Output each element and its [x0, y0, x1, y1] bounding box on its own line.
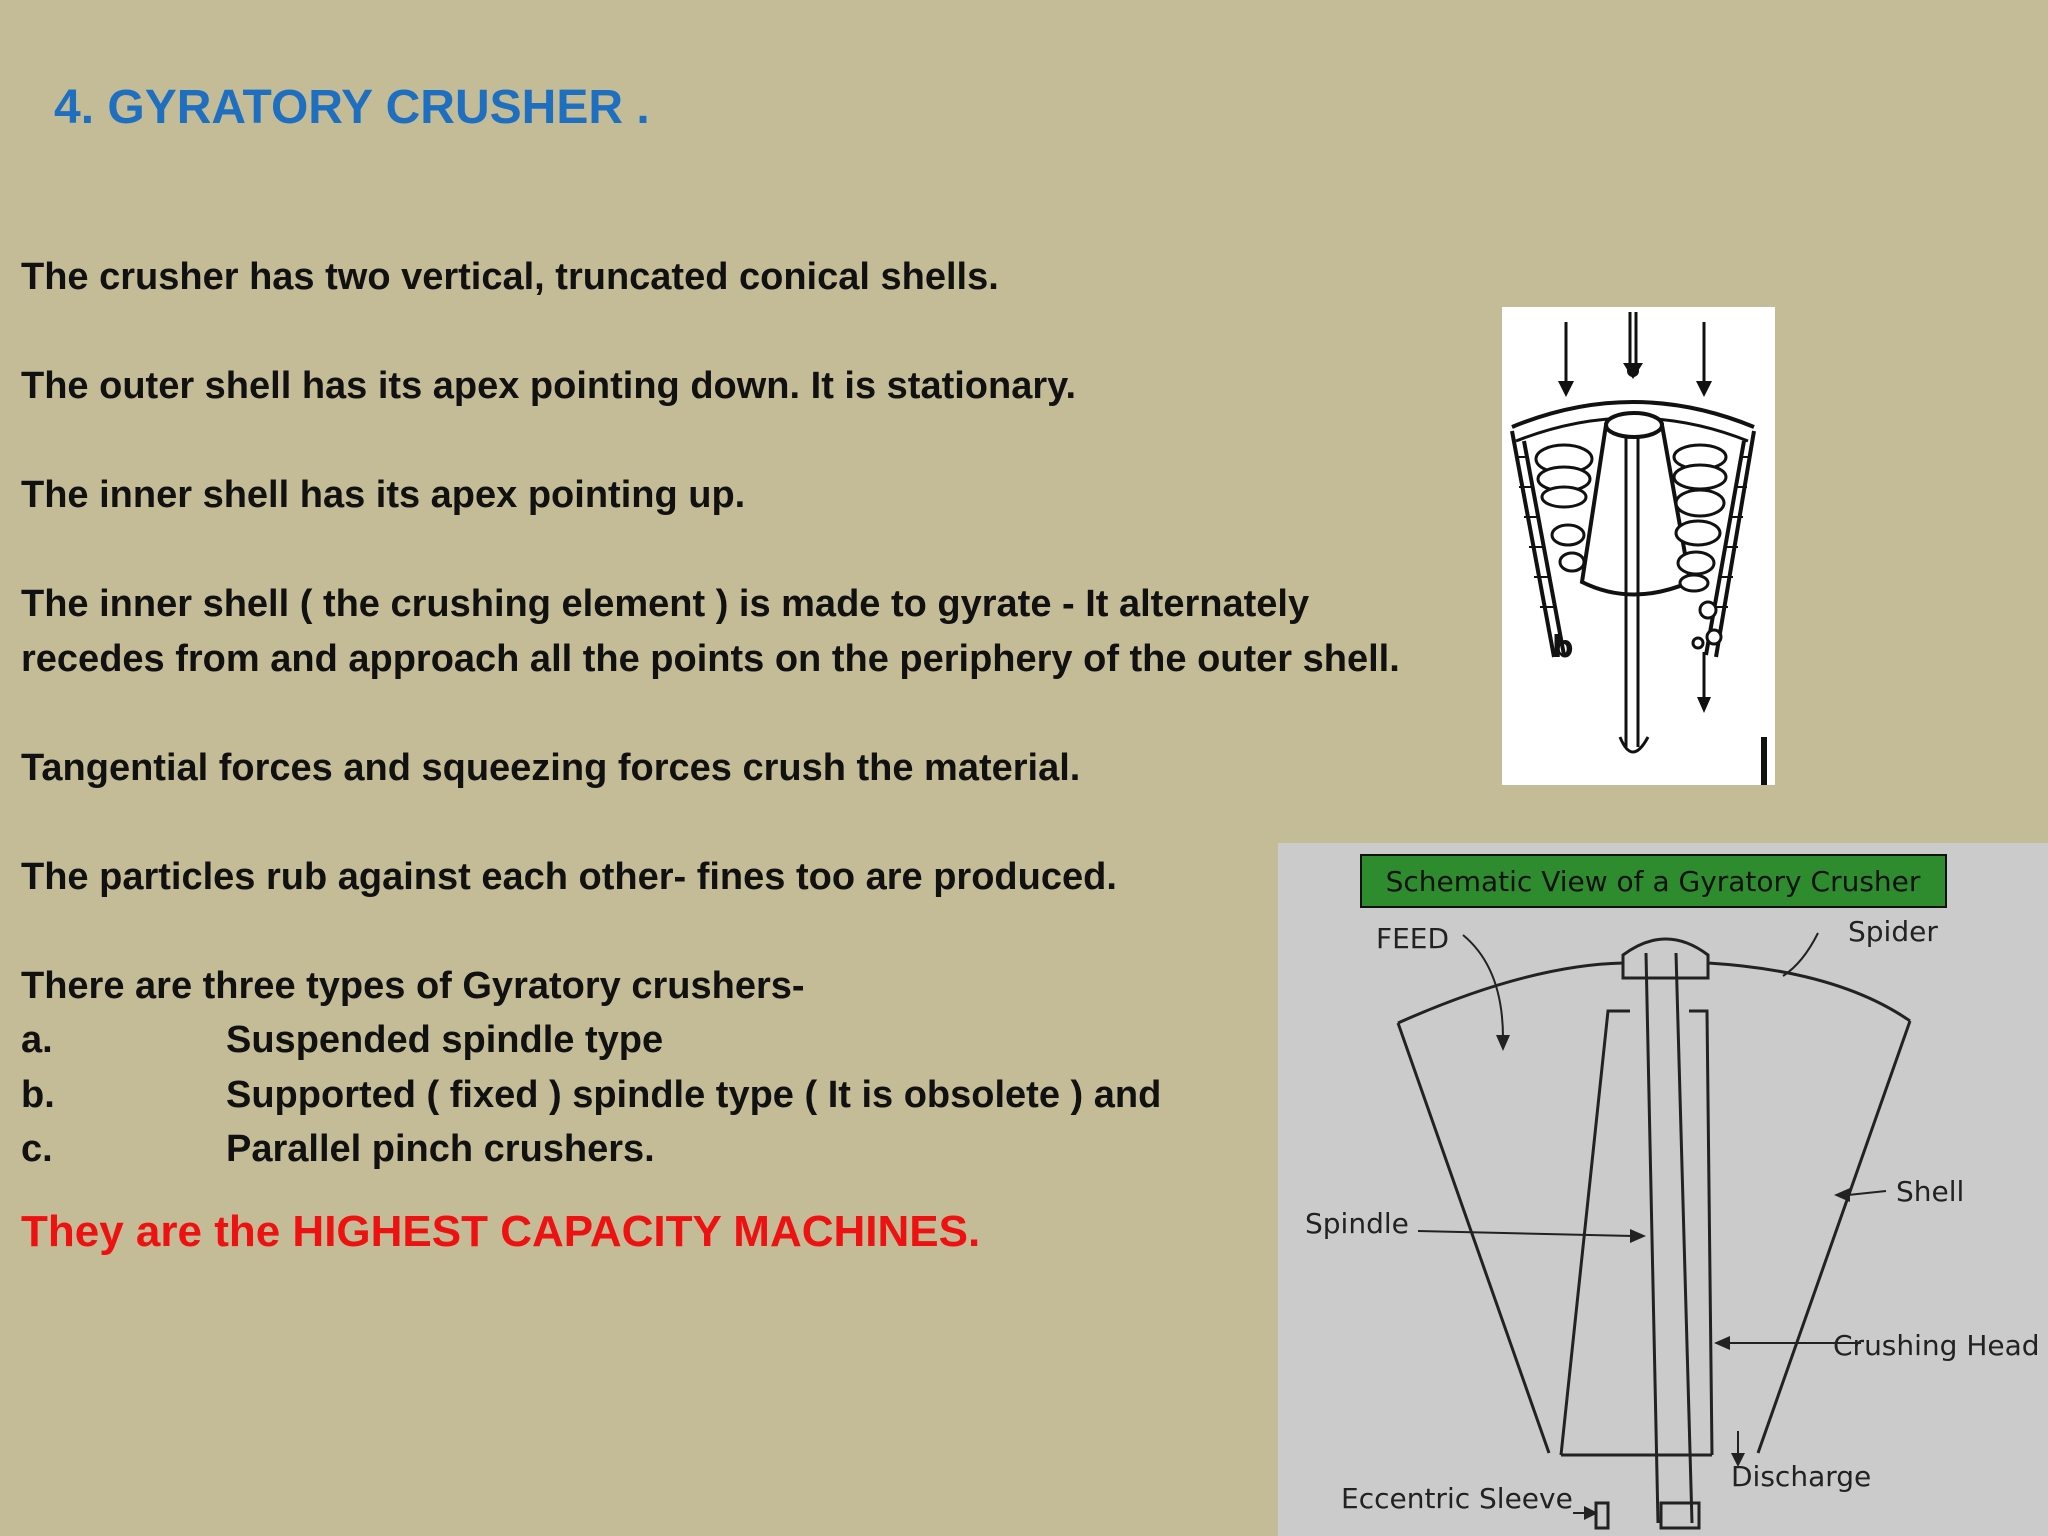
label-eccentric-sleeve: Eccentric Sleeve	[1341, 1482, 1573, 1515]
types-intro: There are three types of Gyratory crushers-	[21, 964, 805, 1007]
schematic-figure	[1278, 843, 2048, 1536]
list-item	[21, 1122, 1431, 1177]
list-text: Supported ( fixed ) spindle type ( It is obsolete ) and	[226, 1073, 1162, 1116]
paragraph-6: The particles rub against each other- fines too are produced.	[21, 855, 1117, 898]
paragraph-4: The inner shell ( the crushing element ) is made to gyrate - It alternately recedes from and approach all the points on the periphery of the outer shell.	[21, 583, 1400, 680]
crusher-sketch-svg	[1502, 307, 1775, 785]
sketch-label-b: b	[1552, 630, 1574, 665]
list-marker: c.	[21, 1128, 53, 1170]
list-item	[21, 1013, 1431, 1068]
paragraph-5: Tangential forces and squeezing forces crush the material.	[21, 746, 1081, 789]
schematic-svg	[1278, 843, 2048, 1536]
list-text: Parallel pinch crushers.	[226, 1128, 655, 1170]
label-spider: Spider	[1848, 915, 1938, 948]
schematic-header: Schematic View of a Gyratory Crusher	[1385, 865, 1921, 898]
paragraph-3: The inner shell has its apex pointing up.	[21, 474, 746, 516]
label-discharge: Discharge	[1731, 1460, 1872, 1493]
list-text: Suspended spindle type	[226, 1019, 664, 1061]
list-marker: b.	[21, 1073, 55, 1116]
slide-body	[21, 250, 1431, 1259]
crusher-sketch-figure	[1502, 307, 1775, 785]
list-marker: a.	[21, 1019, 53, 1061]
label-spindle: Spindle	[1305, 1207, 1409, 1240]
paragraph-1: The crusher has two vertical, truncated conical shells.	[21, 256, 999, 298]
label-crushing-head: Crushing Head	[1833, 1329, 2040, 1362]
paragraph-2: The outer shell has its apex pointing down. It is stationary.	[21, 365, 1077, 407]
label-shell: Shell	[1896, 1175, 1965, 1208]
label-feed: FEED	[1376, 922, 1450, 955]
slide-title: 4. GYRATORY CRUSHER .	[54, 81, 650, 134]
highlight-text: They are the HIGHEST CAPACITY MACHINES.	[21, 1206, 981, 1256]
list-item	[21, 1068, 1431, 1123]
